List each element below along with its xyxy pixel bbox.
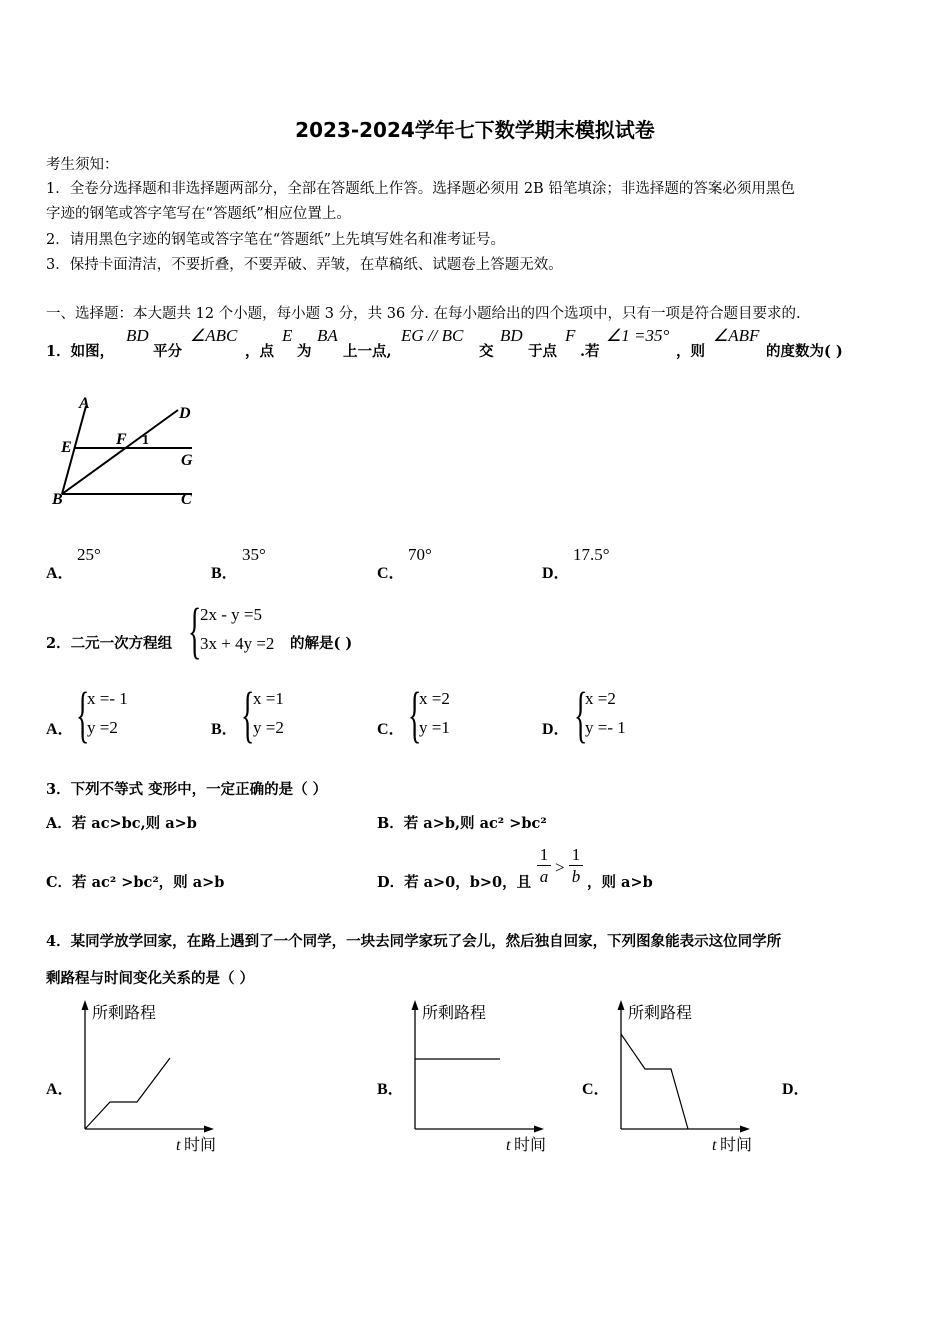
- q3-option-d-suffix: ，则 a>b: [587, 874, 653, 891]
- q3-fraction-1-over-a: [537, 846, 551, 885]
- label-g: G: [181, 452, 193, 469]
- q1-text: ，点: [245, 343, 274, 360]
- q1-text: ，则: [676, 343, 705, 360]
- x-axis-label: 时间: [514, 1137, 547, 1154]
- q3-fraction-2-denominator: b: [571, 867, 581, 886]
- label-d: D: [179, 405, 191, 422]
- q2-option-c-x: x =2: [419, 689, 450, 708]
- q2-option-d-y: y =- 1: [585, 718, 626, 737]
- x-axis-variable: t: [506, 1137, 511, 1154]
- q4-option-d-letter: D．: [782, 1081, 810, 1098]
- label-f: F: [116, 431, 127, 448]
- q3-greater-than: >: [555, 858, 565, 877]
- y-axis-label: 所剩路程: [422, 1005, 487, 1022]
- q1-option-c-letter: C．: [377, 565, 405, 582]
- q2-option-d-letter: D．: [542, 721, 570, 738]
- page-title: 2023-2024学年七下数学期末模拟试卷: [295, 118, 655, 142]
- q2-option-a-letter: A．: [46, 721, 74, 738]
- q2-option-a-y: y =2: [87, 718, 118, 737]
- q1-math: ∠ABF: [713, 326, 760, 345]
- q2-option-a-brace: {: [76, 681, 90, 749]
- q2-suffix: 的解是( ): [290, 635, 353, 652]
- label-e: E: [61, 439, 72, 456]
- q1-option-d-value: 17.5°: [573, 545, 610, 564]
- q1-option-c-value: 70°: [408, 545, 432, 564]
- q1-option-b-value: 35°: [242, 545, 266, 564]
- x-axis-variable: t: [176, 1137, 181, 1154]
- q3-option-a: A．若 ac>bc,则 a>b: [46, 815, 197, 832]
- q1-geometry-figure: [46, 390, 216, 515]
- q2-option-d-brace: {: [574, 681, 588, 749]
- q3-fraction-1-over-b: [569, 846, 583, 885]
- q2-option-c-letter: C．: [377, 721, 405, 738]
- q2-option-a-x: x =- 1: [87, 689, 128, 708]
- q2-option-b-letter: B．: [211, 721, 238, 738]
- y-axis-label: 所剩路程: [628, 1005, 693, 1022]
- q2-equation-1: 2x - y =5: [200, 605, 262, 624]
- label-c: C: [181, 491, 192, 508]
- q3-fraction-1-bar: [537, 865, 551, 866]
- q2-brace: {: [188, 597, 202, 665]
- q3-option-c: C．若 ac² >bc²，则 a>b: [46, 874, 225, 891]
- notice-line-2: 2．请用黑色字迹的钢笔或答字笔在“答题纸”上先填写姓名和准考证号。: [46, 232, 506, 248]
- label-angle-1: 1: [142, 433, 149, 448]
- q1-option-a-letter: A．: [46, 565, 74, 582]
- q1-text: .若: [580, 343, 600, 360]
- q1-math: F: [565, 326, 576, 345]
- q4-graph-b: [402, 998, 562, 1158]
- q2-option-d-x: x =2: [585, 689, 616, 708]
- y-axis-label: 所剩路程: [92, 1005, 157, 1022]
- q3-stem: 3．下列不等式 变形中，一定正确的是（ ）: [46, 781, 328, 798]
- x-axis-variable: t: [712, 1137, 717, 1154]
- graph-c-line: [621, 1034, 688, 1129]
- q4-stem-line-2: 剩路程与时间变化关系的是（ ）: [46, 970, 255, 987]
- q1-text: 平分: [153, 343, 182, 360]
- q1-math: ∠1 =35°: [606, 326, 670, 345]
- q3-fraction-1-numerator: 1: [539, 845, 549, 864]
- label-b: B: [52, 491, 63, 508]
- q1-text: 为: [297, 343, 312, 360]
- q3-fraction-2-numerator: 1: [571, 845, 581, 864]
- notice-line-3: 3．保持卡面清洁，不要折叠，不要弄破、弄皱，在草稿纸、试题卷上答题无效。: [46, 257, 563, 273]
- x-axis-label: 时间: [184, 1137, 217, 1154]
- q1-math: EG // BC: [401, 326, 464, 345]
- q2-option-c-y: y =1: [419, 718, 450, 737]
- q3-option-b: B．若 a>b,则 ac² >bc²: [377, 815, 547, 832]
- q4-graph-a: [72, 998, 232, 1158]
- notice-line-1b: 字迹的钢笔或答字笔写在“答题纸”相应位置上。: [46, 206, 351, 222]
- q3-fraction-2-bar: [569, 865, 583, 866]
- q1-math: BA: [317, 326, 338, 345]
- q4-option-b-letter: B．: [377, 1081, 404, 1098]
- q1-text: 上一点,: [343, 343, 392, 360]
- q1-option-a-value: 25°: [77, 545, 101, 564]
- x-axis-label: 时间: [720, 1137, 753, 1154]
- q2-option-b-y: y =2: [253, 718, 284, 737]
- q1-text: 交: [479, 343, 494, 360]
- q1-option-b-letter: B．: [211, 565, 238, 582]
- q1-option-d-letter: D．: [542, 565, 570, 582]
- q1-text: 的度数为( ): [766, 343, 843, 360]
- label-a: A: [79, 395, 90, 412]
- notice-line-1a: 1．全卷分选择题和非选择题两部分，全部在答题纸上作答。选择题必须用 2B 铅笔填涂；非选择题的答案必须用黑色: [46, 181, 795, 197]
- q1-text: 1．如图，: [46, 343, 115, 360]
- q3-fraction-1-denominator: a: [539, 867, 549, 886]
- q4-stem-line-1: 4．某同学放学回家，在路上遇到了一个同学，一块去同学家玩了会儿，然后独自回家，下列图象能表示这位同学所: [46, 933, 782, 950]
- q4-option-a-letter: A．: [46, 1081, 74, 1098]
- q2-equation-2: 3x + 4y =2: [200, 634, 275, 653]
- q3-option-d-prefix: D．若 a>0，b>0，且: [377, 874, 532, 891]
- q4-graph-c: [608, 998, 768, 1158]
- q1-text: 于点: [528, 343, 557, 360]
- q2-option-b-x: x =1: [253, 689, 284, 708]
- q2-option-b-brace: {: [241, 681, 255, 749]
- q1-math: E: [282, 326, 293, 345]
- q4-option-c-letter: C．: [582, 1081, 610, 1098]
- q1-math: BD: [126, 326, 149, 345]
- graph-a-line: [85, 1058, 170, 1129]
- notice-heading: 考生须知：: [46, 157, 119, 173]
- q2-option-c-brace: {: [408, 681, 422, 749]
- q2-prefix: 2．二元一次方程组: [46, 635, 173, 652]
- q1-math: ∠ABC: [190, 326, 238, 345]
- line-bd: [62, 410, 178, 494]
- q1-math: BD: [500, 326, 523, 345]
- section-heading: 一、选择题：本大题共 12 个小题，每小题 3 分，共 36 分. 在每小题给出的四个选项中，只有一项是符合题目要求的.: [46, 306, 801, 322]
